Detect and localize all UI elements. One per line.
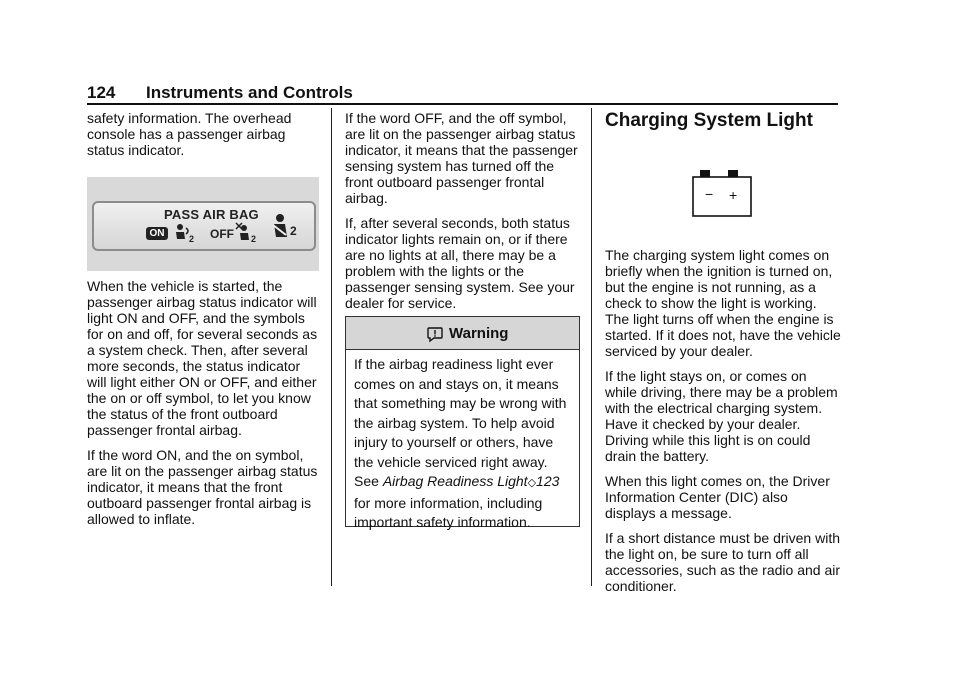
column-divider <box>591 108 592 586</box>
column-1-body <box>87 278 319 536</box>
column-2 <box>345 110 581 320</box>
airbag-status-panel-image <box>87 177 319 271</box>
paragraph: When the vehicle is started, the passenger airbag status indicator will light ON and OFF, and the symbols for on and off, for several seconds as a system check. Then, after several more seconds, the status indicator will light either ON or OFF, and either the on or off symbol, to let you know the status of the front outboard passenger frontal airbag. <box>87 278 318 438</box>
intro-paragraph: safety information. The overhead console has a passenger airbag status indicator. <box>87 110 292 158</box>
warning-text-start: If the airbag readiness light ever comes on and stays on, it means that something may be wrong with the airbag system. To help avoid injury to yourself or others, have the vehicle serviced right away. See <box>354 356 567 489</box>
airbag-on-seat-icon <box>172 223 196 243</box>
on-label: ON <box>146 227 168 240</box>
airbag-status-indicator <box>92 201 316 251</box>
page-reference[interactable]: 123 <box>536 473 560 489</box>
pass-air-bag-label: PASS AIR BAG <box>164 207 259 222</box>
warning-header <box>346 317 579 350</box>
charging-system-light-title: Charging System Light <box>605 110 813 131</box>
paragraph: If the word OFF, and the off symbol, are lit on the passenger airbag status indicator, it means that the passenger sensing system has turned off the front outboard passenger frontal airbag. <box>345 110 578 206</box>
warning-icon <box>426 325 444 343</box>
page-header <box>87 83 838 103</box>
battery-plus-sign: + <box>729 187 738 203</box>
page-number: 124 <box>87 83 116 102</box>
page-reference-icon: ◇ <box>527 477 537 489</box>
seat-position-label: 2 <box>251 234 257 243</box>
section-title: Instruments and Controls <box>146 83 353 102</box>
warning-box <box>345 316 580 530</box>
off-label: OFF <box>210 227 234 241</box>
header-rule <box>87 103 838 105</box>
paragraph: When this light comes on, the Driver Information Center (DIC) also displays a message. <box>605 473 830 521</box>
column-divider <box>331 108 332 586</box>
paragraph: The charging system light comes on briefly when the ignition is turned on, but the engine is not running, as a check to show the light is working. The light turns off when the engine is started. If it does not, have the vehicle serviced by your dealer. <box>605 247 841 359</box>
airbag-off-seat-icon <box>234 221 258 243</box>
warning-title: Warning <box>449 325 509 342</box>
battery-minus-sign: − <box>705 186 714 202</box>
warning-text <box>354 355 574 533</box>
paragraph: If a short distance must be driven with the light on, be sure to turn off all accessories, such as the radio and air conditioner. <box>605 530 841 594</box>
warning-text-end: for more information, including important safety information. <box>354 494 543 530</box>
paragraph: If, after several seconds, both status indicator lights remain on, or if there are no lights at all, there may be a problem with the lights or the passenger sensing system. See your dealer for service. <box>345 215 575 311</box>
seatbelt-reminder-icon <box>270 213 304 241</box>
battery-icon <box>692 168 752 218</box>
seat-position-label: 2 <box>189 234 195 243</box>
paragraph: If the light stays on, or comes on while driving, there may be a problem with the electrical charging system. Have it checked by your dealer. Driving while this light is on could drain the battery. <box>605 368 838 464</box>
seat-position-label: 2 <box>290 224 297 238</box>
airbag-readiness-light-link[interactable]: Airbag Readiness Light <box>382 473 528 489</box>
paragraph: If the word ON, and the on symbol, are lit on the passenger airbag status indicator, it means that the front outboard passenger frontal airbag is allowed to inflate. <box>87 447 318 527</box>
column-1 <box>87 110 319 167</box>
column-3-body <box>605 247 841 603</box>
